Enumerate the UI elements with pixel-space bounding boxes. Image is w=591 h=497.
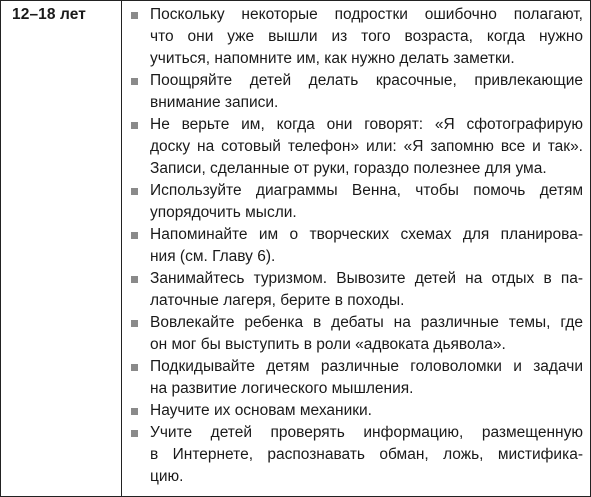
square-bullet-icon — [131, 408, 138, 415]
tip-item — [131, 114, 583, 180]
tip-text-line: он мог бы выступить в роли «адвоката дьявола». — [150, 336, 506, 353]
column-divider — [121, 1, 122, 496]
square-bullet-icon — [131, 232, 138, 239]
tip-text-line: Подкидывайте детям различные головоломки и задачи — [150, 358, 583, 375]
square-bullet-icon — [131, 430, 138, 437]
tip-text-line: упорядочить мысли. — [150, 204, 297, 221]
square-bullet-icon — [131, 320, 138, 327]
tip-text-line: в Интернете, распознавать обман, ложь, мистифика- — [150, 446, 583, 463]
tip-text-line: Не верьте им, когда они говорят: «Я сфотографирую — [150, 116, 583, 133]
tip-item — [131, 4, 583, 70]
tip-text-line: цию. — [150, 468, 184, 485]
age-group-label: 12–18 лет — [12, 6, 86, 23]
tip-text-line: Занимайтесь туризмом. Вывозите детей на отдых в па- — [150, 270, 583, 287]
tip-text-line: Используйте диаграммы Венна, чтобы помочь детям — [150, 182, 583, 199]
tip-item — [131, 422, 583, 488]
tip-text-line: учиться, напомните им, как нужно делать заметки. — [150, 50, 515, 67]
tip-item — [131, 312, 583, 356]
tip-text-line: Записи, сделанные от руки, гораздо полезнее для ума. — [150, 160, 547, 177]
tip-text-line: Поощряйте детей делать красочные, привлекающие — [150, 72, 583, 89]
tip-text-line: Напоминайте им о творческих схемах для планирова- — [150, 226, 583, 243]
tip-text-line: Научите их основам механики. — [150, 402, 372, 419]
tip-item — [131, 356, 583, 400]
tip-text-line: Вовлекайте ребенка в дебаты на различные темы, где — [150, 314, 583, 331]
tip-text-line: на развитие логического мышления. — [150, 380, 414, 397]
tips-list — [131, 4, 583, 488]
square-bullet-icon — [131, 276, 138, 283]
tip-item — [131, 70, 583, 114]
tip-text-line: латочные лагеря, берите в походы. — [150, 292, 405, 309]
square-bullet-icon — [131, 364, 138, 371]
tip-text-line: что они уже вышли из того возраста, когда нужно — [150, 28, 583, 45]
square-bullet-icon — [131, 12, 138, 19]
tip-item — [131, 268, 583, 312]
tip-item — [131, 400, 583, 422]
tip-item — [131, 180, 583, 224]
square-bullet-icon — [131, 78, 138, 85]
square-bullet-icon — [131, 122, 138, 129]
tip-text-line: Поскольку некоторые подростки ошибочно полагают, — [150, 6, 583, 23]
square-bullet-icon — [131, 188, 138, 195]
tip-text-line: ния (см. Главу 6). — [150, 248, 276, 265]
tip-text-line: внимание записи. — [150, 94, 279, 111]
tip-text-line: Учите детей проверять информацию, размещенную — [150, 424, 583, 441]
tip-item — [131, 224, 583, 268]
tip-text-line: доску на сотовый телефон» или: «Я запомню все и так». — [150, 138, 583, 155]
